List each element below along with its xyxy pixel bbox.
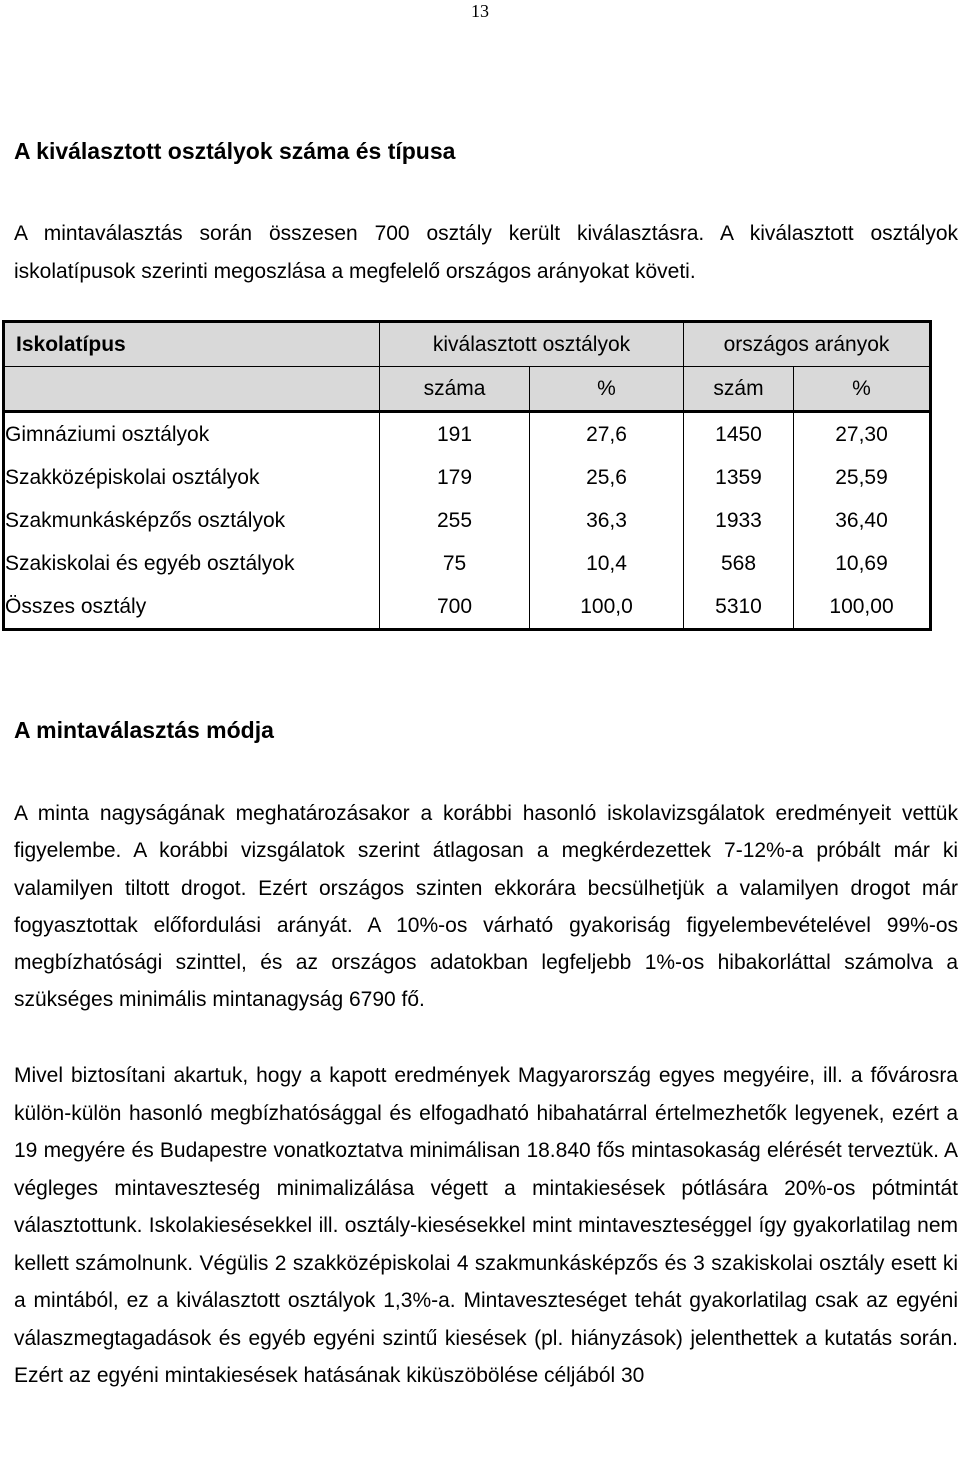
- section-title-sampling-method: A mintaválasztás módja: [14, 717, 274, 743]
- subheader-empty: [4, 367, 380, 412]
- table-row: [4, 412, 931, 457]
- cell-national-count: 1933: [684, 499, 794, 542]
- cell-national-percent: 10,69: [794, 542, 931, 585]
- cell-national-percent: 100,00: [794, 585, 931, 630]
- cell-national-percent: 27,30: [794, 412, 931, 457]
- cell-national-percent: 36,40: [794, 499, 931, 542]
- cell-percent: 36,3: [530, 499, 684, 542]
- cell-percent: 27,6: [530, 412, 684, 457]
- cell-national-count: 1359: [684, 456, 794, 499]
- table-row: [4, 542, 931, 585]
- row-label: Szakközépiskolai osztályok: [5, 465, 260, 489]
- school-type-table: [2, 320, 932, 631]
- cell-national-count: 5310: [684, 585, 794, 630]
- table-row: [4, 456, 931, 499]
- cell-percent: 10,4: [530, 542, 684, 585]
- subheader-national-count: szám: [684, 367, 794, 412]
- sampling-paragraph-1: A minta nagyságának meghatározásakor a korábbi hasonló iskolavizsgálatok eredményeit vettük figyelembe. A korábbi vizsgálatok szerint átlagosan a megkérdezettek 7-12%-a próbált már ki valamilyen tiltott drogot. Ezért országos szinten ekkorára becsülhetjük a valamilyen drogot már fogyasztottak előfordulási arányát. A 10%-os várható gyakoriság figyelembevételével 99%-os megbízhatósági szinttel, és az országos adatokban legfeljebb 1%-os hibakorláttal számolva a szükséges minimális mintanagyság 6790 fő.: [14, 802, 958, 1012]
- table-row: [4, 499, 931, 542]
- cell-count: 255: [380, 499, 530, 542]
- page-number: 13: [471, 1, 489, 21]
- sampling-paragraph-2: Mivel biztosítani akartuk, hogy a kapott eredmények Magyarország egyes megyéire, ill. a fővárosra külön-külön hasonló megbízhatósággal és elfogadható hibahatárral értelmezhetők legyenek, ezért a 19 megyére és Budapestre vonatkoztatva minimálisan 18.840 fős mintasokaság elérését terveztük. A végleges mintaveszteség minimalizálása végett a mintakiesések pótlására 20%-os pótmintát választottunk. Iskolakiesésekkel ill. osztály-kiesésekkel mint mintaveszteséggel így gyakorlatilag nem kellett számolnunk. Végülis 2 szakközépiskolai 4 szakmunkásképzős és 3 szakiskolai osztály esett ki a mintából, ez a kiválasztott osztályok 1,3%-a. Mintaveszteséget tehát gyakorlatilag csak az egyéni válaszmegtagadások és egyéb egyéni szintű kiesések (pl. hiányzások) jelenthettek a kutatás során. Ezért az egyéni mintakiesések hatásának kiküszöbölése céljából 30: [14, 1064, 958, 1387]
- row-label: Szakmunkásképzős osztályok: [5, 508, 286, 532]
- table-row-total: [4, 585, 931, 630]
- table-subheader-row: [4, 367, 931, 412]
- cell-count: 179: [380, 456, 530, 499]
- cell-national-percent: 25,59: [794, 456, 931, 499]
- cell-count: 700: [380, 585, 530, 630]
- table-header-row: [4, 322, 931, 367]
- row-label: Szakiskolai és egyéb osztályok: [5, 551, 295, 575]
- row-label: Gimnáziumi osztályok: [5, 422, 210, 446]
- cell-national-count: 1450: [684, 412, 794, 457]
- cell-percent: 25,6: [530, 456, 684, 499]
- cell-national-count: 568: [684, 542, 794, 585]
- subheader-national-percent: %: [794, 367, 931, 412]
- section-title-selected-classes: A kiválasztott osztályok száma és típusa: [14, 138, 456, 164]
- intro-paragraph: A mintaválasztás során összesen 700 osztály került kiválasztásra. A kiválasztott osztályok iskolatípusok szerinti megoszlása a megfelelő országos arányokat követi.: [14, 222, 958, 283]
- row-label: Összes osztály: [5, 594, 147, 618]
- header-school-type: Iskolatípus: [4, 322, 380, 367]
- subheader-count: száma: [380, 367, 530, 412]
- subheader-percent: %: [530, 367, 684, 412]
- cell-percent: 100,0: [530, 585, 684, 630]
- header-national-ratios: országos arányok: [684, 322, 931, 367]
- cell-count: 75: [380, 542, 530, 585]
- header-selected-classes: kiválasztott osztályok: [380, 322, 684, 367]
- cell-count: 191: [380, 412, 530, 457]
